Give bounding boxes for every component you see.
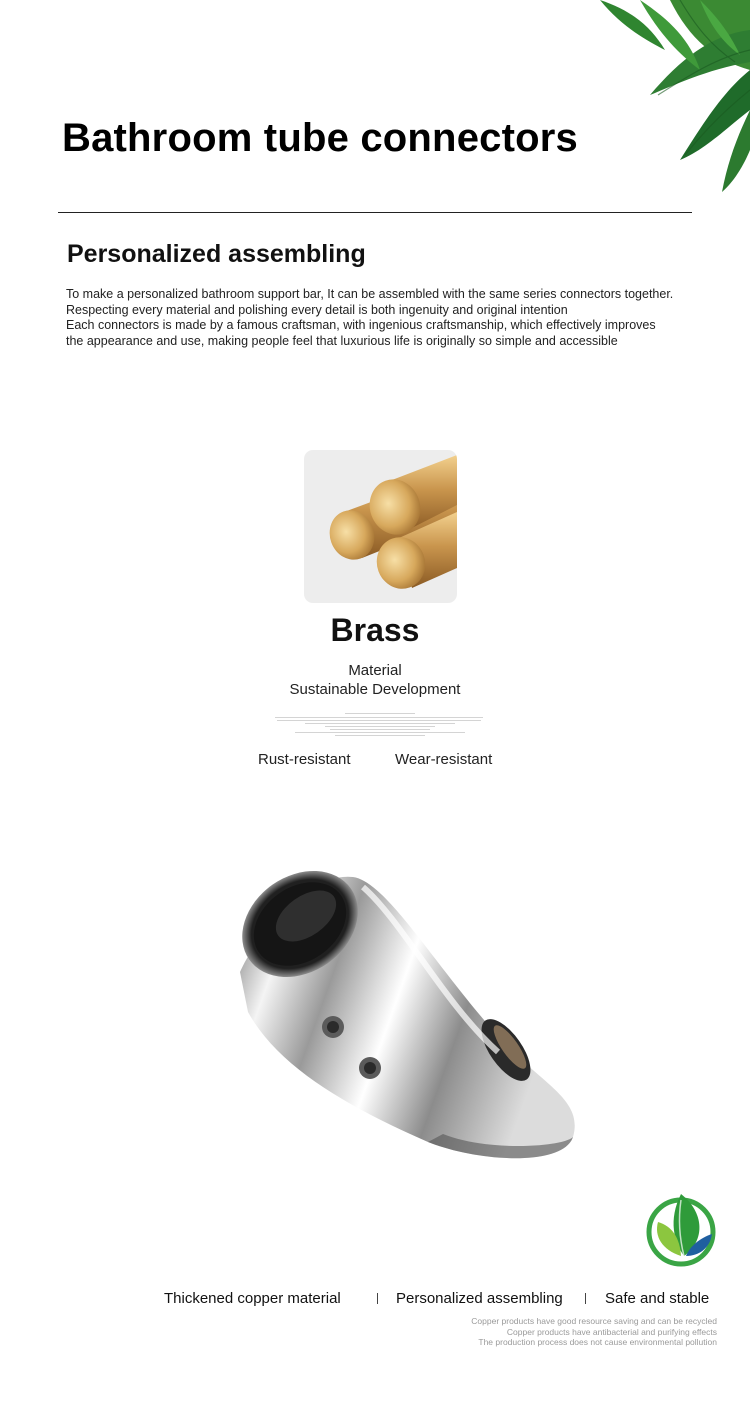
material-subtitle-secondary: Sustainable Development xyxy=(289,681,461,698)
intro-line: the appearance and use, making people feel that luxurious life is originally so simple and accessible xyxy=(66,333,618,348)
highlight-separator xyxy=(585,1293,586,1304)
highlight-item: Safe and stable xyxy=(605,1290,710,1307)
highlight-item: Thickened copper material xyxy=(164,1290,341,1307)
highlight-separator xyxy=(377,1293,378,1304)
feature-wear-resistant: Wear-resistant xyxy=(395,751,493,768)
palm-leaves-decoration xyxy=(500,0,750,195)
section-heading: Personalized assembling xyxy=(67,240,366,268)
fine-print-decoration xyxy=(275,713,483,737)
note-line: Copper products have antibacterial and purifying effects xyxy=(506,1326,717,1337)
eco-leaf-icon xyxy=(644,1190,718,1268)
intro-line: Respecting every material and polishing every detail is both ingenuity and original intention xyxy=(66,302,568,317)
note-line: Copper products have good resource saving and can be recycled xyxy=(471,1316,717,1326)
feature-rust-resistant: Rust-resistant xyxy=(258,751,351,768)
intro-text xyxy=(66,287,706,349)
page-title: Bathroom tube connectors xyxy=(62,116,578,160)
highlight-notes xyxy=(471,1316,717,1348)
intro-line: To make a personalized bathroom support bar, It can be assembled with the same series connectors together. xyxy=(66,287,674,301)
highlight-item: Personalized assembling xyxy=(396,1290,563,1307)
note-line: The production process does not cause environmental pollution xyxy=(478,1337,717,1347)
brass-rods-image xyxy=(304,450,457,603)
intro-line: Each connectors is made by a famous craftsman, with ingenious craftsmanship, which effectively improves xyxy=(66,318,656,332)
chrome-connector-image xyxy=(228,862,588,1172)
material-title: Brass xyxy=(330,612,420,648)
highlights-row xyxy=(0,1290,750,1312)
material-subtitle: Material xyxy=(348,662,402,679)
title-divider xyxy=(58,212,692,213)
